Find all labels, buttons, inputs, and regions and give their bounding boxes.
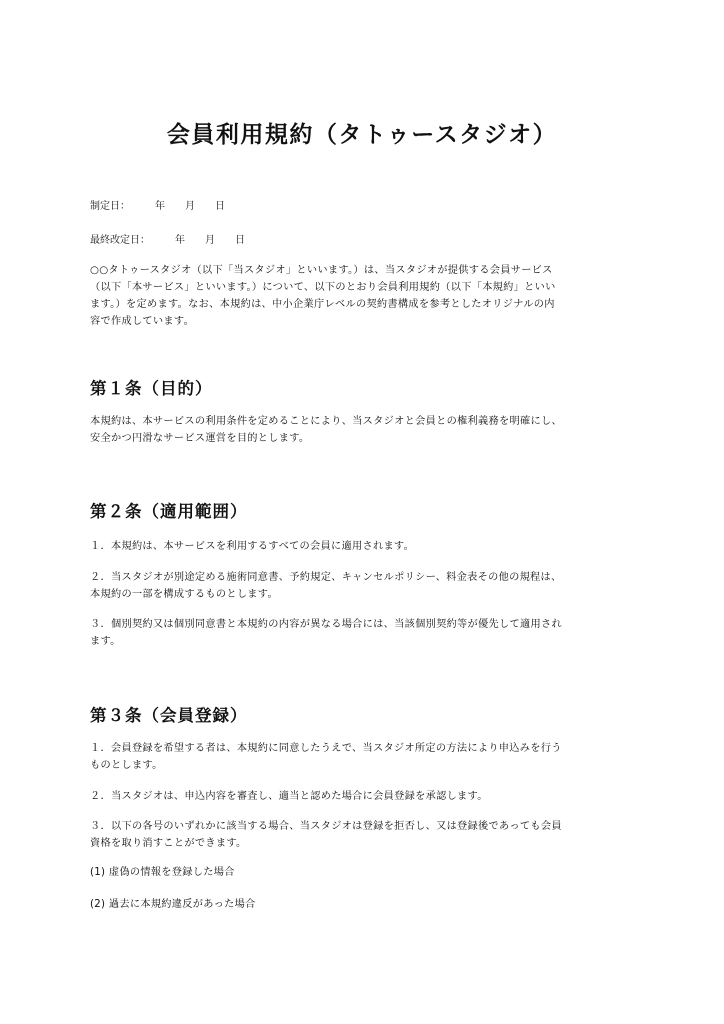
text-line: 本規約は、本サービスの利用条件を定めることにより、当スタジオと会員との権利義務を明確にし、 xyxy=(90,416,562,427)
article-3-paragraph-1 xyxy=(90,740,638,774)
article-3-heading: 第３条（会員登録） xyxy=(90,706,248,725)
article-1-heading: 第１条（目的） xyxy=(90,379,213,398)
text-line: 本規約の一部を構成するものとします。 xyxy=(90,589,278,600)
document-title: 会員利用規約（タトゥースタジオ） xyxy=(166,122,558,148)
text-line: (2) 過去に本規約違反があった場合 xyxy=(90,899,256,910)
article-3-item-2 xyxy=(90,896,638,913)
text-line: ○○タトゥースタジオ（以下「当スタジオ」といいます。）は、当スタジオが提供する会員サービス xyxy=(90,265,553,276)
text-line: ３．個別契約又は個別同意書と本規約の内容が異なる場合には、当該個別契約等が優先して適用され xyxy=(90,619,562,630)
article-2-paragraph-2 xyxy=(90,569,638,603)
article-2-paragraph-1 xyxy=(90,538,638,555)
revised-date: 最終改定日： 年 月 日 xyxy=(90,235,245,246)
text-line: ２．当スタジオが別途定める施術同意書、予約規定、キャンセルポリシー、料金表その他の規程は、 xyxy=(90,572,562,583)
text-line: 容で作成しています。 xyxy=(90,316,195,327)
text-line: ものとします。 xyxy=(90,760,163,771)
text-line: ます。 xyxy=(90,636,121,647)
article-3-paragraph-2 xyxy=(90,788,638,805)
text-line: (1) 虚偽の情報を登録した場合 xyxy=(90,867,235,878)
intro-paragraph xyxy=(90,262,638,330)
text-line: 資格を取り消すことができます。 xyxy=(90,838,247,849)
text-line: ２．当スタジオは、申込内容を審査し、適当と認めた場合に会員登録を承認します。 xyxy=(90,791,488,802)
text-line: １．会員登録を希望する者は、本規約に同意したうえで、当スタジオ所定の方法により申込みを行う xyxy=(90,743,562,754)
article-3-paragraph-3 xyxy=(90,818,638,852)
text-line: １．本規約は、本サービスを利用するすべての会員に適用されます。 xyxy=(90,541,415,552)
article-2-paragraph-3 xyxy=(90,616,638,650)
enacted-date: 制定日： 年 月 日 xyxy=(90,201,225,212)
text-line: 安全かつ円滑なサービス運営を目的とします。 xyxy=(90,433,310,444)
text-line: ます。）を定めます。なお、本規約は、中小企業庁レベルの契約書構成を参考としたオリジナルの内 xyxy=(90,299,555,310)
article-1-paragraph-1 xyxy=(90,413,638,447)
article-3-item-1 xyxy=(90,864,638,881)
text-line: ３．以下の各号のいずれかに該当する場合、当スタジオは登録を拒否し、又は登録後であっても会員 xyxy=(90,821,562,832)
text-line: （以下「本サービス」といいます。）について、以下のとおり会員利用規約（以下「本規約」といい xyxy=(90,282,556,293)
article-2-heading: 第２条（適用範囲） xyxy=(90,502,248,521)
